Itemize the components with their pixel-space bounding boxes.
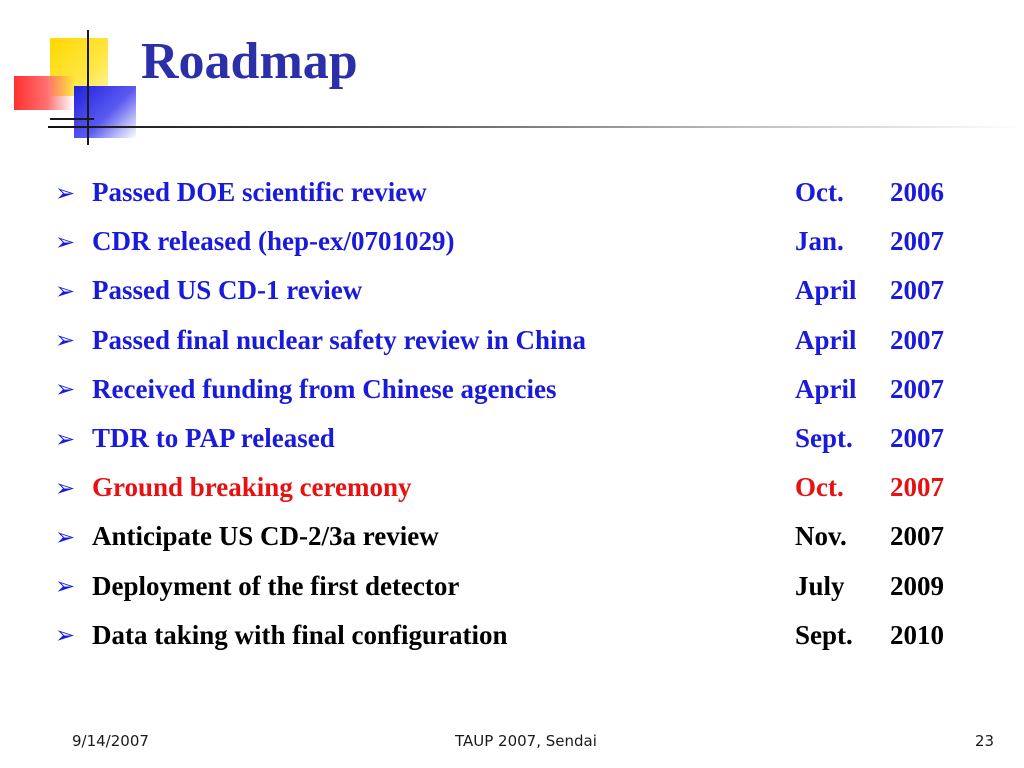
roadmap-item [55,512,985,561]
roadmap-item-year: 2007 [890,423,944,454]
roadmap-item-month: Oct. [795,472,844,503]
roadmap-item-text: Passed DOE scientific review [92,177,427,208]
roadmap-item-text: CDR released (hep-ex/0701029) [92,226,455,257]
logo-red-square [14,76,74,110]
roadmap-item-date [795,217,944,266]
roadmap-item-text: Passed US CD-1 review [92,275,363,306]
roadmap-item-date [795,365,944,414]
roadmap-item-month: Nov. [795,521,847,552]
logo-horizontal-line [50,118,94,120]
roadmap-item-date [795,512,944,561]
roadmap-item-year: 2009 [890,570,944,601]
roadmap-item-month: Jan. [795,226,844,257]
roadmap-item-year: 2007 [890,373,944,404]
arrow-bullet-icon: ➢ [55,375,76,404]
roadmap-item-month: Sept. [795,619,853,650]
roadmap-item [55,562,985,611]
title-underline [48,126,1024,128]
roadmap-item-month: Sept. [795,423,853,454]
roadmap-item-date [795,316,944,365]
roadmap-item-year: 2007 [890,275,944,306]
roadmap-item-month: July [795,570,845,601]
roadmap-item-text: Data taking with final configuration [92,619,508,650]
arrow-bullet-icon: ➢ [55,572,76,601]
roadmap-item [55,611,985,660]
roadmap-item-month: April [795,324,857,355]
roadmap-item-date [795,463,944,512]
roadmap-item-year: 2006 [890,177,944,208]
roadmap-item [55,217,985,266]
roadmap-item [55,414,985,463]
footer-page-number: 23 [975,732,995,750]
roadmap-item-date [795,611,944,660]
roadmap-item-text: Received funding from Chinese agencies [92,373,557,404]
roadmap-item-text: Anticipate US CD-2/3a review [92,521,439,552]
roadmap-item [55,266,985,315]
roadmap-item [55,463,985,512]
roadmap-item [55,168,985,217]
slide-title: Roadmap [141,33,358,90]
arrow-bullet-icon: ➢ [55,178,76,207]
roadmap-item-month: April [795,373,857,404]
roadmap-item-month: Oct. [795,177,844,208]
roadmap-item-date [795,168,944,217]
arrow-bullet-icon: ➢ [55,276,76,305]
roadmap-item-text: TDR to PAP released [92,423,335,454]
logo-blue-square [74,86,136,138]
roadmap-item-year: 2007 [890,226,944,257]
roadmap-item [55,316,985,365]
arrow-bullet-icon: ➢ [55,424,76,453]
footer-event: TAUP 2007, Sendai [455,732,597,750]
roadmap-item-date [795,562,944,611]
arrow-bullet-icon: ➢ [55,473,76,502]
roadmap-list [55,168,985,660]
roadmap-item-year: 2007 [890,521,944,552]
roadmap-item-date [795,266,944,315]
arrow-bullet-icon: ➢ [55,326,76,355]
roadmap-item-year: 2007 [890,324,944,355]
roadmap-item-month: April [795,275,857,306]
footer-date: 9/14/2007 [72,732,149,750]
arrow-bullet-icon: ➢ [55,522,76,551]
roadmap-item [55,365,985,414]
roadmap-item-text: Ground breaking ceremony [92,472,412,503]
roadmap-item-date [795,414,944,463]
roadmap-item-year: 2010 [890,619,944,650]
roadmap-item-text: Passed final nuclear safety review in China [92,324,587,355]
arrow-bullet-icon: ➢ [55,227,76,256]
roadmap-item-year: 2007 [890,472,944,503]
roadmap-item-text: Deployment of the first detector [92,570,460,601]
arrow-bullet-icon: ➢ [55,621,76,650]
